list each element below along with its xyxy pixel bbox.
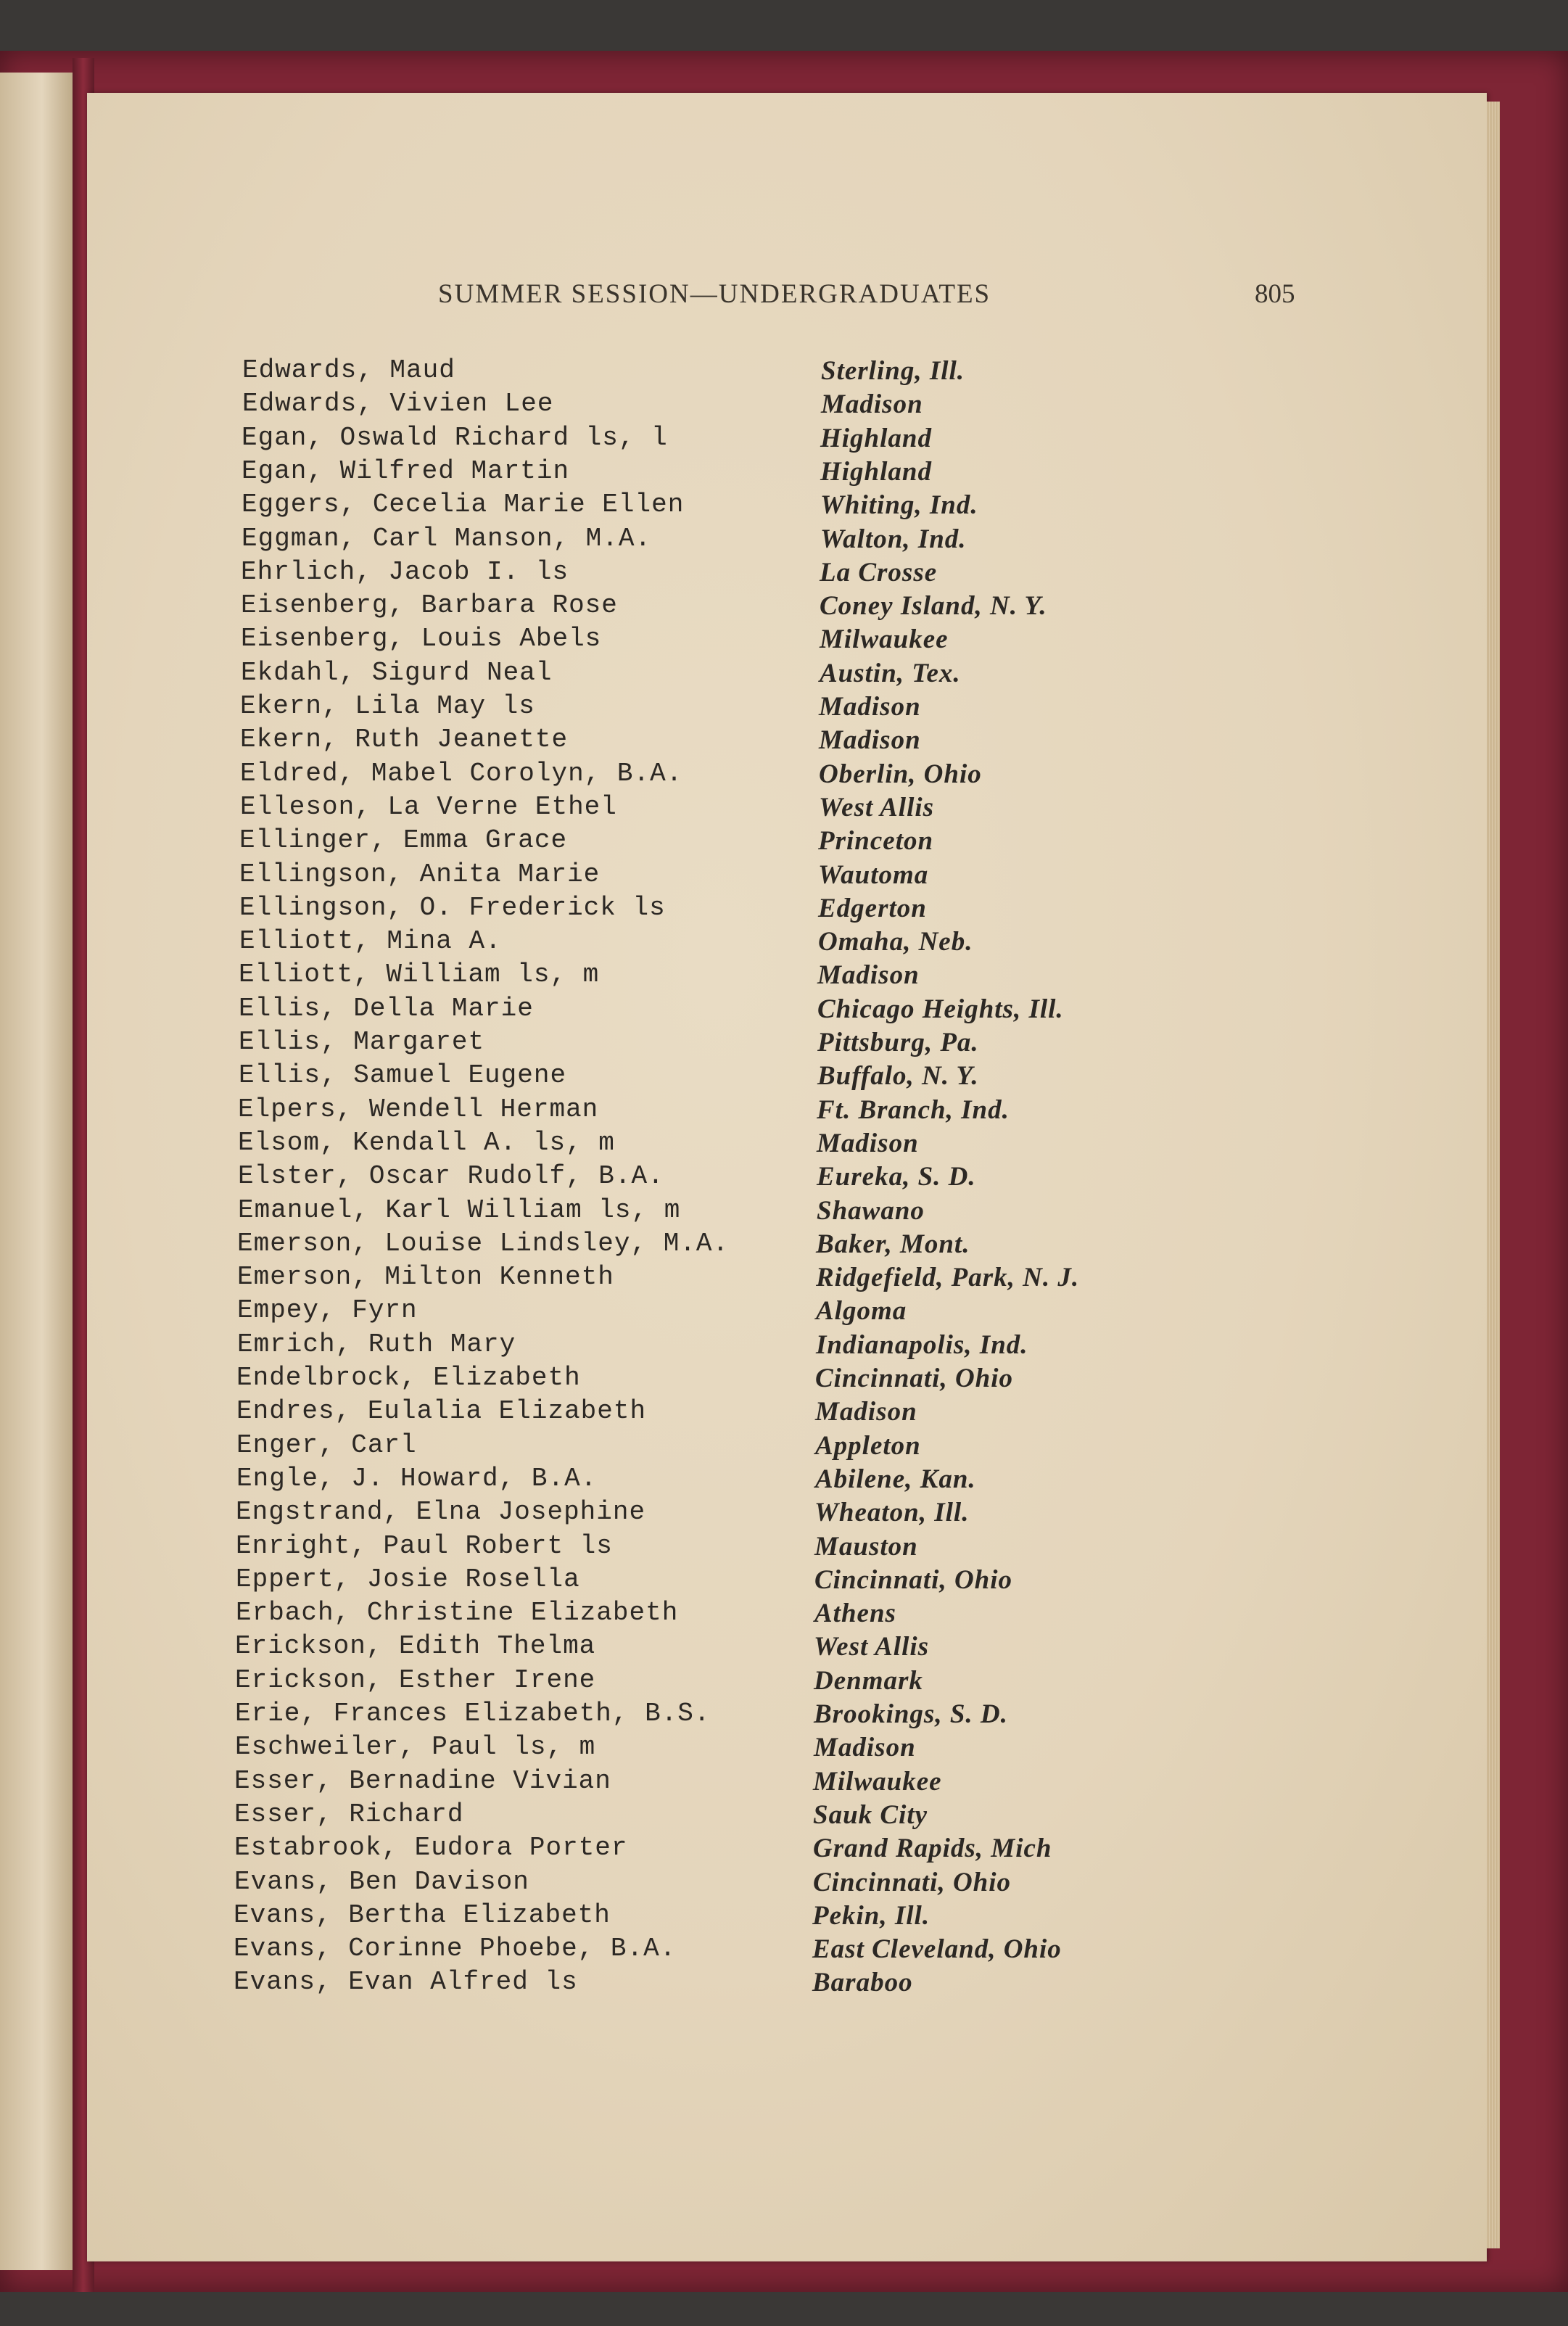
page-header [0, 279, 1568, 315]
hometown: Grand Rapids, Mich [813, 1834, 1052, 1864]
hometown: Baker, Mont. [816, 1229, 970, 1259]
hometown: Cincinnati, Ohio [815, 1364, 1014, 1393]
student-name: Egan, Oswald Richard ls, l [242, 422, 668, 453]
list-item [0, 1161, 1568, 1195]
list-item [0, 1229, 1568, 1262]
student-name: Elster, Oscar Rudolf, B.A. [238, 1161, 664, 1192]
student-name: Eisenberg, Barbara Rose [241, 590, 618, 621]
student-name: Erickson, Edith Thelma [235, 1631, 596, 1662]
list-item [0, 658, 1568, 691]
student-name: Erickson, Esther Irene [235, 1665, 596, 1695]
list-item [0, 1598, 1568, 1631]
list-item [0, 1665, 1568, 1699]
student-name: Evans, Corinne Phoebe, B.A. [234, 1934, 677, 1964]
list-item [0, 1699, 1568, 1732]
list-item [0, 423, 1568, 456]
list-item [0, 825, 1568, 859]
student-name: Estabrook, Eudora Porter [234, 1833, 628, 1863]
student-name: Evans, Bertha Elizabeth [234, 1900, 611, 1930]
hometown: Madison [821, 389, 923, 420]
student-name: Eschweiler, Paul ls, m [235, 1732, 596, 1762]
hometown: Baraboo [812, 1968, 913, 1998]
list-item [0, 1396, 1568, 1430]
list-item [0, 1934, 1568, 1967]
student-name: Endelbrock, Elizabeth [236, 1363, 581, 1393]
list-item [0, 1867, 1568, 1900]
hometown: Denmark [814, 1665, 923, 1696]
student-name: Erbach, Christine Elizabeth [236, 1598, 679, 1628]
student-name: Elpers, Wendell Herman [238, 1094, 599, 1124]
student-name: Emerson, Louise Lindsley, M.A. [237, 1228, 730, 1258]
student-name: Endres, Eulalia Elizabeth [236, 1396, 647, 1427]
list-item [0, 1128, 1568, 1161]
student-name: Ekdahl, Sigurd Neal [241, 657, 553, 688]
hometown: Cincinnati, Ohio [814, 1564, 1013, 1595]
hometown: Shawano [817, 1195, 925, 1226]
hometown: Austin, Tex. [820, 658, 961, 688]
list-item [0, 994, 1568, 1027]
list-item [0, 1027, 1568, 1060]
hometown: Madison [819, 725, 921, 756]
list-item [0, 624, 1568, 657]
hometown: Cincinnati, Ohio [813, 1867, 1012, 1897]
hometown: Chicago Heights, Ill. [817, 994, 1064, 1024]
list-item [0, 524, 1568, 557]
hometown: Buffalo, N. Y. [817, 1061, 979, 1092]
hometown: West Allis [814, 1632, 930, 1662]
list-item [0, 1363, 1568, 1396]
student-name: Esser, Richard [234, 1799, 464, 1829]
list-item [0, 1833, 1568, 1866]
hometown: Walton, Ind. [820, 524, 967, 554]
hometown: Athens [814, 1599, 896, 1629]
student-name: Emanuel, Karl William ls, m [238, 1195, 681, 1225]
hometown: Sterling, Ill. [821, 356, 965, 386]
list-item [0, 1799, 1568, 1833]
list-item [0, 1631, 1568, 1665]
list-item [0, 1464, 1568, 1497]
list-item [0, 355, 1568, 389]
hometown: Milwaukee [820, 624, 949, 655]
list-item [0, 859, 1568, 893]
list-item [0, 926, 1568, 960]
student-name: Eisenberg, Louis Abels [241, 624, 602, 654]
list-item [0, 1329, 1568, 1363]
hometown: Brookings, S. D. [814, 1699, 1008, 1729]
list-item [0, 1732, 1568, 1765]
hometown: Madison [814, 1733, 916, 1763]
hometown: Ridgefield, Park, N. J. [816, 1263, 1080, 1293]
student-name: Ekern, Ruth Jeanette [240, 725, 569, 755]
hometown: Madison [817, 1128, 919, 1158]
hometown: Oberlin, Ohio [819, 759, 982, 789]
list-item [0, 1531, 1568, 1564]
student-name: Evans, Evan Alfred ls [234, 1967, 578, 1997]
running-head: SUMMER SESSION—UNDERGRADUATES [438, 279, 991, 309]
list-item [0, 792, 1568, 825]
hometown: Highland [820, 423, 932, 453]
hometown: Omaha, Neb. [818, 927, 973, 957]
list-item [0, 1766, 1568, 1799]
list-item [0, 759, 1568, 792]
list-item [0, 557, 1568, 590]
hometown: Mauston [814, 1531, 918, 1562]
list-item [0, 1295, 1568, 1329]
hometown: La Crosse [820, 557, 938, 587]
student-name: Ellis, Della Marie [239, 993, 534, 1023]
student-name: Ellingson, Anita Marie [239, 859, 601, 889]
list-item [0, 456, 1568, 490]
list-item [0, 1430, 1568, 1464]
hometown: Appleton [815, 1430, 921, 1461]
student-name: Enger, Carl [236, 1430, 417, 1460]
student-name: Edwards, Vivien Lee [242, 389, 554, 419]
hometown: Madison [819, 692, 921, 722]
student-name: Ellingson, O. Frederick ls [239, 892, 666, 923]
page-number: 805 [1255, 279, 1295, 309]
list-item [0, 893, 1568, 926]
student-name: Engstrand, Elna Josephine [236, 1497, 646, 1527]
list-item [0, 1262, 1568, 1295]
hometown: Edgerton [818, 893, 927, 923]
hometown: West Allis [819, 792, 935, 822]
student-name: Evans, Ben Davison [234, 1866, 529, 1897]
hometown: Pittsburg, Pa. [817, 1028, 979, 1057]
list-item [0, 1900, 1568, 1934]
student-name: Ekern, Lila May ls [240, 691, 535, 721]
list-item [0, 1094, 1568, 1128]
list-item [0, 691, 1568, 725]
hometown: Madison [815, 1397, 917, 1427]
student-name: Ehrlich, Jacob I. ls [241, 556, 569, 587]
list-item [0, 1967, 1568, 2000]
student-name: Ellis, Samuel Eugene [239, 1060, 567, 1091]
student-name: Eggman, Carl Manson, M.A. [242, 523, 652, 553]
student-name: Emerson, Milton Kenneth [237, 1262, 614, 1292]
list-item [0, 1497, 1568, 1530]
list-item [0, 960, 1568, 993]
student-name: Eggers, Cecelia Marie Ellen [242, 490, 685, 520]
hometown: Madison [817, 960, 920, 991]
student-name: Elliott, Mina A. [239, 926, 502, 957]
hometown: East Cleveland, Ohio [812, 1934, 1062, 1965]
list-item [0, 1564, 1568, 1598]
student-name: Edwards, Maud [242, 355, 455, 385]
hometown: Whiting, Ind. [820, 490, 978, 521]
student-name: Enright, Paul Robert ls [236, 1530, 613, 1561]
student-name: Eldred, Mabel Corolyn, B.A. [240, 758, 683, 788]
student-name: Emrich, Ruth Mary [237, 1329, 516, 1359]
hometown: Abilene, Kan. [815, 1464, 976, 1494]
student-name: Elliott, William ls, m [239, 960, 600, 990]
hometown: Wheaton, Ill. [814, 1498, 970, 1528]
hometown: Coney Island, N. Y. [820, 591, 1047, 622]
hometown: Highland [820, 456, 932, 487]
list-item [0, 490, 1568, 523]
student-name: Elsom, Kendall A. ls, m [238, 1127, 615, 1158]
hometown: Wautoma [818, 859, 929, 890]
list-item [0, 725, 1568, 758]
hometown: Princeton [818, 826, 934, 857]
hometown: Pekin, Ill. [812, 1900, 931, 1931]
list-item [0, 1060, 1568, 1094]
hometown: Milwaukee [813, 1766, 942, 1797]
list-item [0, 590, 1568, 624]
hometown: Eureka, S. D. [817, 1162, 976, 1192]
hometown: Sauk City [813, 1799, 928, 1830]
student-name: Ellinger, Emma Grace [239, 825, 568, 856]
hometown: Algoma [816, 1296, 907, 1327]
list-item [0, 1195, 1568, 1229]
student-name: Elleson, La Verne Ethel [240, 791, 617, 822]
hometown: Ft. Branch, Ind. [817, 1094, 1010, 1125]
list-item [0, 389, 1568, 422]
student-name: Eppert, Josie Rosella [236, 1564, 580, 1594]
student-name: Ellis, Margaret [239, 1027, 485, 1057]
hometown: Indianapolis, Ind. [816, 1329, 1028, 1360]
student-name: Erie, Frances Elizabeth, B.S. [235, 1699, 711, 1728]
student-name: Engle, J. Howard, B.A. [236, 1463, 598, 1493]
student-name: Esser, Bernadine Vivian [234, 1765, 611, 1796]
student-name: Empey, Fyrn [237, 1295, 418, 1326]
student-name: Egan, Wilfred Martin [242, 455, 570, 486]
